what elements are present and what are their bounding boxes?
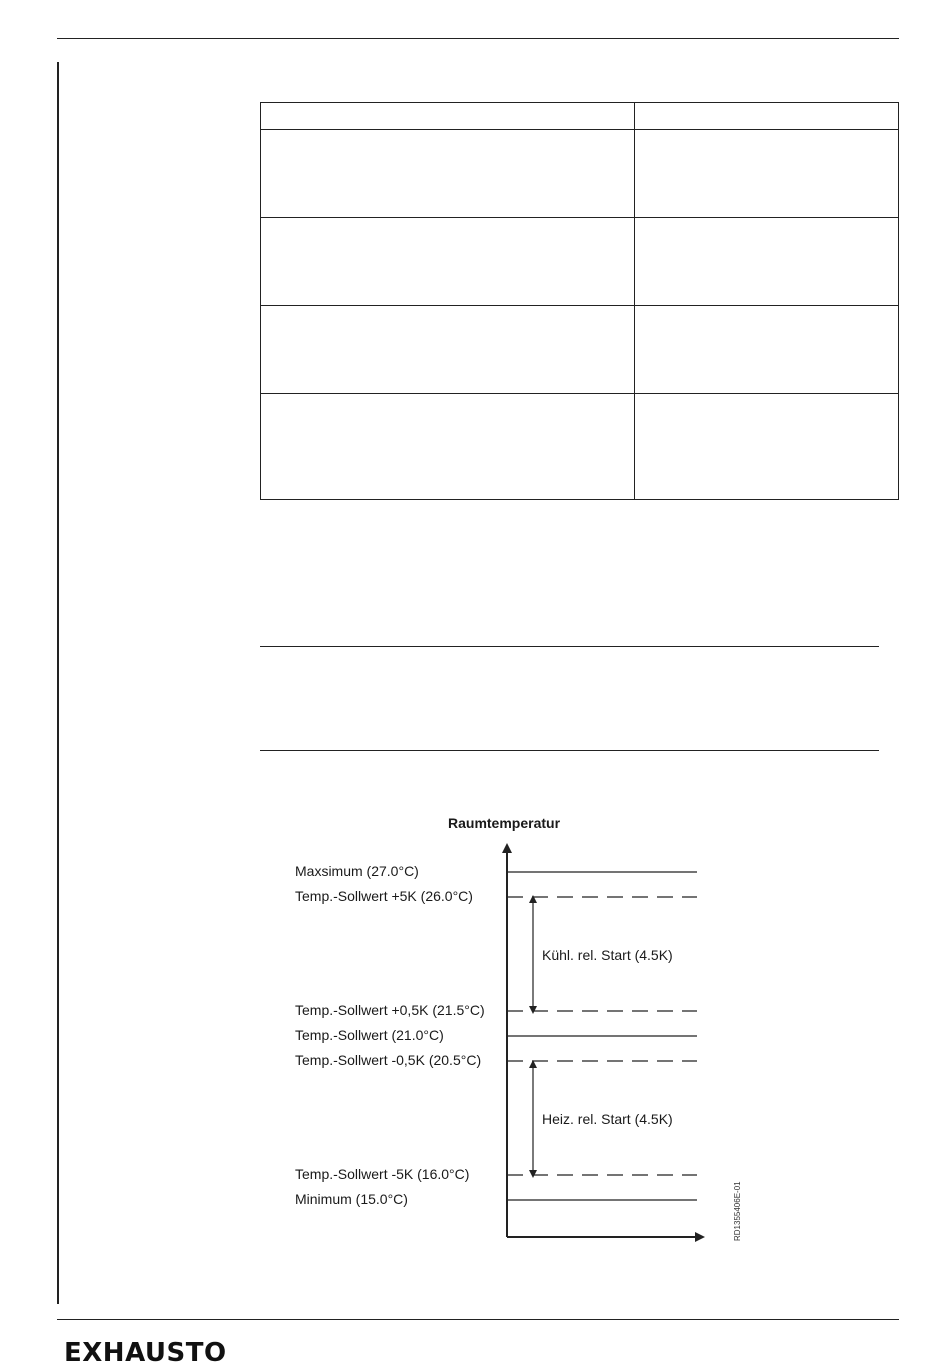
level-label-2: Temp.-Sollwert +0,5K (21.5°C) [295, 1002, 485, 1018]
level-label-5: Temp.-Sollwert -5K (16.0°C) [295, 1166, 470, 1182]
margin-rule [57, 62, 59, 1304]
header-rule [57, 38, 899, 39]
document-code: RD1355406E-01 [733, 1181, 742, 1241]
level-label-4: Temp.-Sollwert -0,5K (20.5°C) [295, 1052, 482, 1068]
level-label-0: Maxsimum (27.0°C) [295, 863, 419, 879]
table-row-divider [261, 217, 898, 218]
table-row-divider [261, 305, 898, 306]
heating-span-label: Heiz. rel. Start (4.5K) [542, 1111, 673, 1127]
exhausto-logo: EXHAUSTO [64, 1338, 227, 1368]
level-label-1: Temp.-Sollwert +5K (26.0°C) [295, 888, 473, 904]
diagram-title: Raumtemperatur [448, 815, 561, 831]
spec-table [260, 102, 899, 500]
note-top-rule [260, 646, 879, 647]
level-label-6: Minimum (15.0°C) [295, 1191, 408, 1207]
footer-rule [57, 1319, 899, 1320]
table-row-divider [261, 129, 898, 130]
note-bottom-rule [260, 750, 879, 751]
table-column-divider [634, 103, 635, 499]
level-label-3: Temp.-Sollwert (21.0°C) [295, 1027, 444, 1043]
cooling-span-label: Kühl. rel. Start (4.5K) [542, 947, 673, 963]
table-row-divider [261, 393, 898, 394]
